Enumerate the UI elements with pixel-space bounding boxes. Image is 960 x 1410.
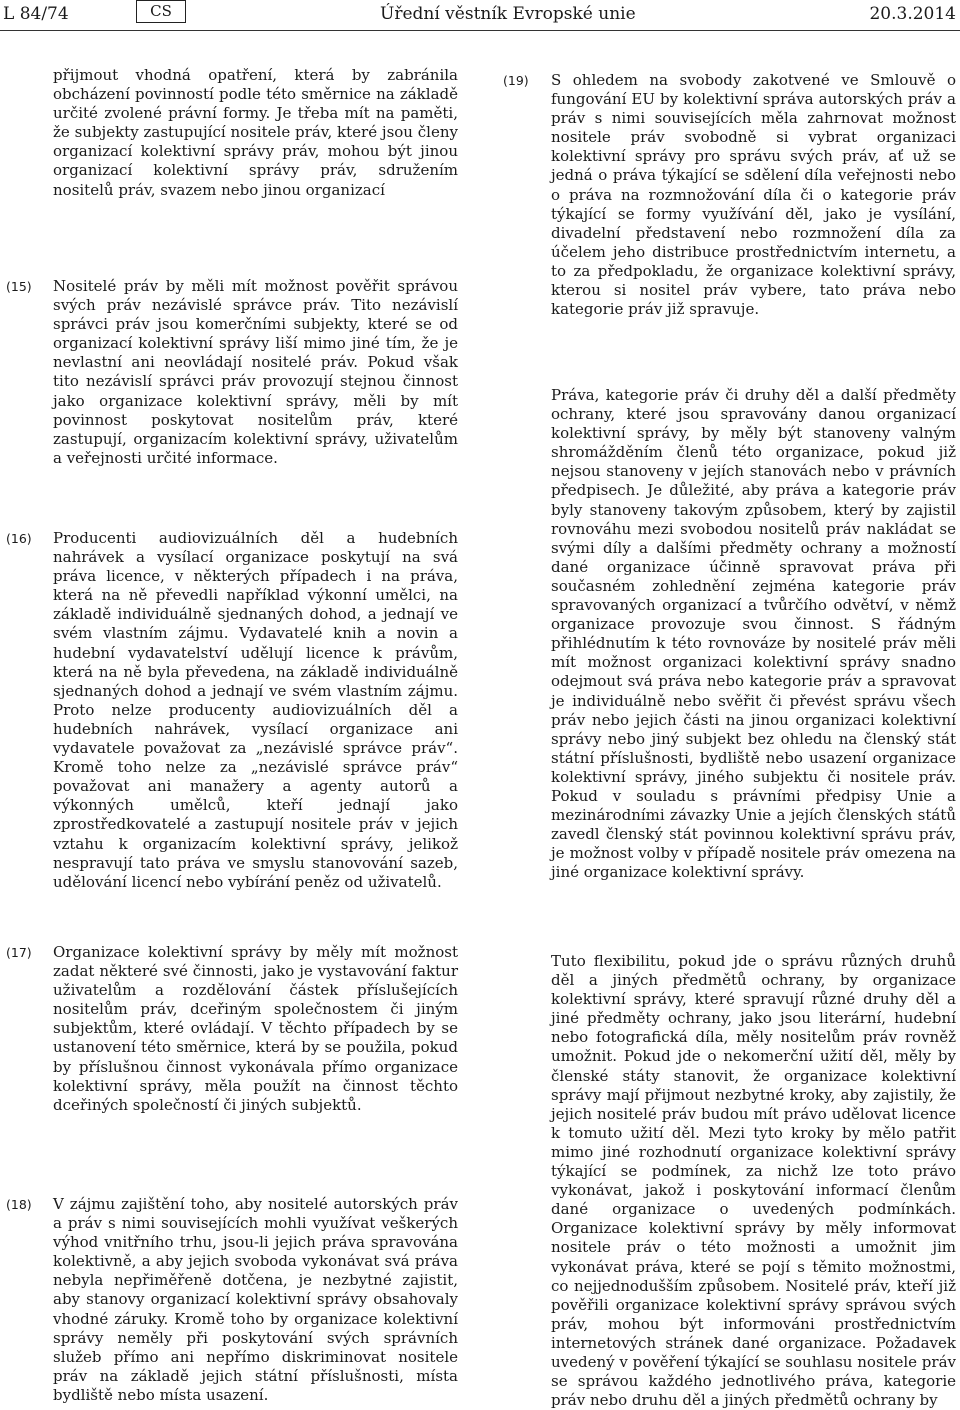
recital-19-number: (19) — [503, 73, 529, 88]
recital-15-text: Nositelé práv by měli mít možnost pověřit správou svých práv nezávislé správce práv. Tito nezávislí správci práv jsou komerčními subjekty, které se od organizací kolektivní správy liší mimo jiné tím, že je nevlastní ani neovládají nositelé práv. Pokud však tito nezávislí správci práv provozují stejnou činnost jako organizace kolektivní správy, měli by mít povinnost poskytovat nositelům práv, které zastupují, organizacím kolektivní správy, uživatelům a veřejnosti určité informace. — [53, 277, 458, 467]
recital-15 — [53, 277, 458, 468]
page-reference: L 84/74 — [3, 4, 69, 24]
recital-18-number: (18) — [6, 1197, 32, 1212]
recital-19-text-1: S ohledem na svobody zakotvené ve Smlouvě o fungování EU by kolektivní správa autorských práv a práv s nimi souvisejících měla zahrnovat možnost nositele práv svobodně si vybrat organizaci kolektivní správy pro správu svých práv, ať už se jedná o práva týkající se sdělení díla veřejnosti nebo o práva na rozmnožování díla či o kategorie práv týkající se formy využívání děl, jako je vysílání, divadelní představení nebo rozmnožení díla za účelem jeho distribuce prostřednictvím internetu, a to za předpokladu, že organizace kolektivní správy, kterou si nositel práv vybere, tato práva nebo kategorie práv již spravuje. — [551, 71, 956, 319]
page-header — [0, 0, 960, 30]
recital-18-text: V zájmu zajištění toho, aby nositelé autorských práv a práv s nimi souvisejících mohli využívat veškerých výhod vnitřního trhu, jsou-li jejich práva spravována kolektivně, a aby jejich svoboda vykonávat svá práva nebyla nepřiměřeně dotčena, je nezbytné zajistit, aby stanovy organizací kolektivní správy obsahovaly vhodné záruky. Kromě toho by organizace kolektivní správy neměly při poskytování svých správních služeb přímo ani nepřímo diskriminovat nositele práv na základě jejich státní příslušnosti, místa bydliště nebo místa usazení. — [53, 1195, 458, 1404]
recital-16 — [53, 529, 458, 892]
recital-16-number: (16) — [6, 531, 32, 546]
recital-19-text-3: Tuto flexibilitu, pokud jde o správu různých druhů děl a jiných předmětů ochrany, by organizace kolektivní správy, které spravují různé druhy děl a jiné předměty ochrany, jako jsou literární, hudební nebo fotografická díla, měly nositelům práv rovněž umožnit. Pokud jde o nekomerční užití děl, měly by členské státy stanovit, že organizace kolektivní správy mají přijmout nezbytné kroky, aby zajistily, že jejich nositelé práv budou mít právo udělovat licence k tomuto užití děl. Mezi tyto kroky by mělo patřit mimo jiné rozhodnutí organizace kolektivní správy týkající se podmínek, za nichž lze toto právo vykonávat, jakož i poskytování informací členům dané organizace o uvedených podmínkách. Organizace kolektivní správy by měly informovat nositele práv o této možnosti a umožnit jim vykonávat práva, které se pojí s těmito možnostmi, co nejjednodušším způsobem. Nositelé práv, kteří již pověřili organizace kolektivní správy správou svých práv, mohou být informováni prostřednictvím internetových stránek dané organizace. Požadavek uvedený v pověření týkající se souhlasu nositele práv se správou každého jednotlivého práva, kategorie práv nebo druhu děl a jiných předmětů ochrany by — [551, 952, 956, 1410]
recital-17-number: (17) — [6, 945, 32, 960]
recital-19-part2 — [551, 386, 956, 882]
journal-title: Úřední věstník Evropské unie — [380, 4, 636, 24]
recital-17-text: Organizace kolektivní správy by měly mít možnost zadat některé své činnosti, jako je vystavování faktur uživatelům a rozdělování částek příslušejících nositelům práv, dceřiným společnostem či jiným subjektům, které ovládají. V těchto případech by se ustanovení této směrnice, která by se použila, pokud by příslušnou činnost vykonávala přímo organizace kolektivní správy, měla použít na činnost těchto dceřiných společností či jiných subjektů. — [53, 943, 458, 1114]
language-badge: CS — [136, 0, 186, 23]
recital-19-part3 — [551, 952, 956, 1410]
header-rule — [0, 30, 960, 31]
recital-17 — [53, 943, 458, 1115]
publication-date: 20.3.2014 — [869, 4, 956, 24]
recital-19-text-2: Práva, kategorie práv či druhy děl a další předměty ochrany, které jsou spravovány danou organizací kolektivní správy, by měly být stanoveny valným shromážděním členů této organizace, pokud již nejsou stanoveny v jejích stanovách nebo v právních předpisech. Je důležité, aby práva a kategorie práv byly stanoveny takovým způsobem, který by zajistil rovnováhu mezi svobodou nositelů práv nakládat se svými díly a dalšími předměty ochrany a možností dané organizace účinně spravovat práva při současném zohlednění zejména kategorie práv spravovaných organizací a tvůrčího odvětví, v němž organizace provozuje svou činnost. S řádným přihlédnutím k této rovnováze by nositelé práv měli mít možnost organizaci kolektivní správy snadno odejmout svá práva nebo kategorie práv a spravovat je individuálně nebo svěřit či převést správu všech práv nebo jejich části na jinou organizaci kolektivní správy nebo jiný subjekt bez ohledu na členský stát státní příslušnosti, bydliště nebo usazení organizace kolektivní správy, jiného subjektu či nositele práv. Pokud v souladu s právními předpisy Unie a mezinárodními závazky Unie a jejích členských států zavedl členský stát povinnou kolektivní správu práv, je možnost volby v případě nositele práv omezena na jiné organizace kolektivní správy. — [551, 386, 956, 882]
recital-18 — [53, 1195, 458, 1405]
continuation-text: přijmout vhodná opatření, která by zabránila obcházení povinností podle této směrnice na základě určité zvolené právní formy. Je třeba mít na paměti, že subjekty zastupující nositele práv, které jsou členy organizací kolektivní správy práv, mohou být jinou organizací kolektivní správy práv, sdružením nositelů práv, svazem nebo jinou organizací — [53, 66, 458, 199]
top-left-column — [53, 66, 458, 200]
recital-16-text: Producenti audiovizuálních děl a hudebních nahrávek a vysílací organizace poskytují na svá práva licence, v některých případech i na práva, která na ně převedli například výkonní umělci, na základě individuálně sjednaných dohod, a jednají ve svém vlastním zájmu. Vydavatelé knih a novin a hudební vydavatelství udělují licence k právům, která na ně byla převedena, na základě individuálně sjednaných dohod a jednají ve svém vlastním zájmu. Proto nelze producenty audiovizuálních děl a hudebních nahrávek, vysílací organizace ani vydavatele považovat za „nezávislé správce práv“. Kromě toho nelze za „nezávislé správce práv“ považovat ani manažery a agenty autorů a výkonných umělců, kteří jednají jako zprostředkovatelé a zastupují nositele práv v jejich vztahu k organizacím kolektivní správy, jelikož nespravují tato práva ve smyslu stanovování sazeb, udělování licencí nebo vybírání peněz od uživatelů. — [53, 529, 458, 891]
recital-15-number: (15) — [6, 279, 32, 294]
recital-19-part1 — [551, 71, 956, 319]
